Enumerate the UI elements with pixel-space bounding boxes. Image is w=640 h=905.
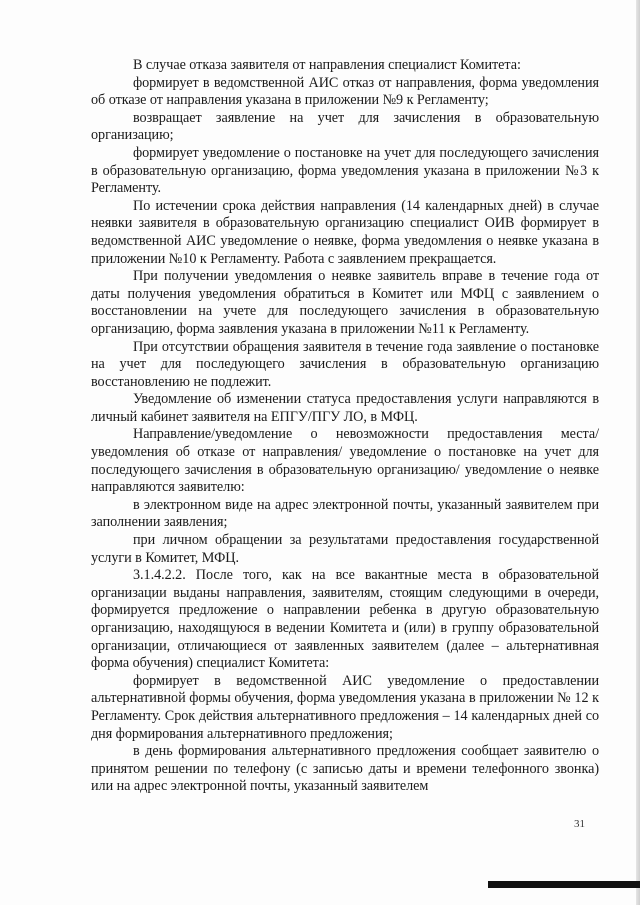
paragraph: Уведомление об изменении статуса предоставления услуги направляются в личный кабинет заявителя на ЕПГУ/ПГУ ЛО, в МФЦ.: [91, 391, 599, 425]
paragraph: Направление/уведомление о невозможности предоставления места/ уведомления об отказе от направления/ уведомление о постановке на учет для последующего зачисления в образовательную организацию/ уведомление о неявке направляются заявителю:: [91, 426, 599, 496]
paragraph: при личном обращении за результатами предоставления государственной услуги в Комитет, МФЦ.: [91, 532, 599, 566]
scan-edge-shadow: [636, 0, 640, 905]
paragraph: возвращает заявление на учет для зачисления в образовательную организацию;: [91, 109, 599, 144]
page-number: 31: [574, 818, 585, 830]
paragraph: При отсутствии обращения заявителя в течение года заявление о постановке на учет для последующего зачисления в образовательную организацию восстановлению не подлежит.: [91, 338, 599, 390]
paragraph: формирует уведомление о постановке на учет для последующего зачисления в образовательную организацию, форма уведомления указана в приложении №3 к Регламенту.: [91, 144, 599, 197]
paragraph: При получении уведомления о неявке заявитель вправе в течение года от даты получения уведомления обратиться в Комитет или МФЦ с заявлением о восстановлении на учете для последующего зачисления в образовательную организацию, форма заявления указана в приложении №11 к Регламенту.: [91, 268, 599, 337]
paragraph: в электронном виде на адрес электронной почты, указанный заявителем при заполнении заявления;: [91, 496, 599, 531]
paragraph: 3.1.4.2.2. После того, как на все вакантные места в образовательной организации выданы направления, заявителям, стоящим следующими в очереди, формируется предложение о направлении ребенка в другую образовательную организацию, находящуюся в ведении Комитета и (или) в группу образовательной организации, отличающиеся от заявленных заявителем (далее – альтернативная форма обучения) специалист Комитета:: [91, 567, 599, 672]
paragraph: формирует в ведомственной АИС отказ от направления, форма уведомления об отказе от направления указана в приложении №9 к Регламенту;: [91, 74, 599, 109]
paragraph: В случае отказа заявителя от направления специалист Комитета:: [133, 57, 521, 73]
document-body: [91, 57, 599, 796]
paragraph: формирует в ведомственной АИС уведомление о предоставлении альтернативной формы обучения, форма уведомления указана в приложении № 12 к Регламенту. Срок действия альтернативного предложения – 14 календарных дней со дня формирования альтернативного предложения;: [91, 672, 599, 742]
paragraph: По истечении срока действия направления (14 календарных дней) в случае неявки заявителя в образовательную организацию специалист ОИВ формирует в ведомственной АИС уведомление о неявке, форма уведомления о неявке указана в приложении №10 к Регламенту. Работа с заявлением прекращается.: [91, 197, 599, 267]
scan-edge-mark: [488, 881, 640, 888]
paragraph: в день формирования альтернативного предложения сообщает заявителю о принятом решении по телефону (с записью даты и времени телефонного звонка) или на адрес электронной почты, указанный заявителем: [91, 743, 599, 795]
